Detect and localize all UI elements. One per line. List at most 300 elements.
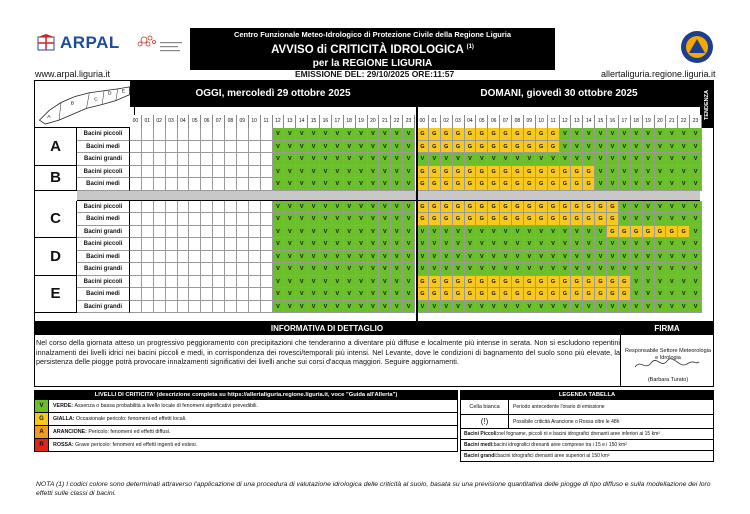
forecast-cell: G [476,141,488,154]
forecast-cell: V [403,251,415,264]
forecast-cell [178,166,190,179]
forecast-cell: V [607,178,619,191]
forecast-cell [225,213,237,226]
forecast-cell: V [356,201,368,214]
forecast-cell [130,263,142,276]
basin-label: Bacini medi [77,141,130,154]
forecast-cell [201,141,213,154]
forecast-cell: V [344,166,356,179]
forecast-cell: V [308,301,320,314]
liguria-zone-map [35,81,135,128]
forecast-cell: V [666,141,678,154]
forecast-cell: V [296,301,308,314]
forecast-cell: V [332,276,344,289]
forecast-cell: G [453,276,465,289]
forecast-cell: V [429,238,441,251]
forecast-cell: V [465,263,477,276]
forecast-cell: G [476,201,488,214]
forecast-cell [237,213,249,226]
forecast-cell: V [391,153,403,166]
forecast-cell: V [666,251,678,264]
forecast-cell: V [403,166,415,179]
forecast-cell: G [500,141,512,154]
hour-cell: 19 [643,115,655,128]
bulletin-title-box [190,28,555,70]
forecast-cell: V [429,251,441,264]
forecast-cell: V [678,238,690,251]
hour-cell: 22 [391,115,403,128]
forecast-cell: V [631,141,643,154]
forecast-cell: V [666,166,678,179]
forecast-cell: V [643,238,655,251]
forecast-cell: V [619,178,631,191]
hour-cell: 11 [548,115,560,128]
table-legend-row [460,400,714,415]
forecast-cell [178,226,190,239]
forecast-cell: V [619,141,631,154]
forecast-cell: V [571,238,583,251]
forecast-cell: V [631,178,643,191]
forecast-cell: V [403,301,415,314]
forecast-cell: V [308,213,320,226]
forecast-cell: V [453,263,465,276]
forecast-cell: G [583,166,595,179]
hour-cell: 10 [536,115,548,128]
forecast-cell: V [379,288,391,301]
forecast-cell: G [512,166,524,179]
forecast-cell: V [320,226,332,239]
forecast-cell: V [583,251,595,264]
forecast-cell [261,178,273,191]
forecast-cell: G [441,213,453,226]
forecast-cell: V [284,263,296,276]
forecast-cell: V [284,178,296,191]
forecast-cell: V [441,153,453,166]
forecast-cell: V [368,178,380,191]
forecast-cell: V [595,166,607,179]
forecast-cell: V [678,128,690,141]
forecast-cell [249,201,261,214]
forecast-cell: V [453,251,465,264]
forecast-cell [237,128,249,141]
forecast-cell: G [595,276,607,289]
forecast-cell: V [391,213,403,226]
forecast-cell: V [379,201,391,214]
forecast-cell: V [344,288,356,301]
forecast-cell [201,166,213,179]
detail-title: INFORMATIVA DI DETTAGLIO [270,324,384,333]
hour-cell: 04 [178,115,190,128]
forecast-cell: G [465,128,477,141]
forecast-cell: V [619,128,631,141]
forecast-cell: V [320,128,332,141]
forecast-cell: V [453,238,465,251]
level-swatch: R [35,439,49,451]
forecast-cell: V [284,288,296,301]
forecast-cell [154,141,166,154]
forecast-cell: G [429,128,441,141]
forecast-cell [249,263,261,276]
hour-cell: 18 [344,115,356,128]
forecast-cell: V [332,213,344,226]
hour-cell: 12 [560,115,572,128]
forecast-cell: G [583,276,595,289]
forecast-cell [142,128,154,141]
forecast-cell: V [465,226,477,239]
forecast-cell: V [571,141,583,154]
forecast-cell: V [655,128,667,141]
forecast-cell: V [595,301,607,314]
hour-cell: 13 [571,115,583,128]
centre-name: Centro Funzionale Meteo-Idrologico di Protezione Civile della Regione Liguria [233,30,512,39]
forecast-cell: G [453,128,465,141]
forecast-cell: V [284,153,296,166]
forecast-cell: G [500,201,512,214]
forecast-cell [213,301,225,314]
forecast-cell: G [417,288,429,301]
forecast-cell: V [320,276,332,289]
table-legend-key: Cella bianca [461,400,509,414]
forecast-cell [249,276,261,289]
forecast-cell: V [631,201,643,214]
forecast-cell: V [273,263,285,276]
forecast-cell: G [560,288,572,301]
forecast-cell: V [619,301,631,314]
hour-cell: 23 [403,115,415,128]
forecast-cell: V [320,301,332,314]
forecast-cell: G [548,128,560,141]
forecast-cell [225,166,237,179]
forecast-cell: V [391,141,403,154]
forecast-cell: V [476,238,488,251]
forecast-cell: G [583,213,595,226]
forecast-cell [166,141,178,154]
forecast-cell: V [344,276,356,289]
forecast-cell: G [619,276,631,289]
forecast-cell: V [583,226,595,239]
forecast-cell: V [344,178,356,191]
forecast-cell: V [332,251,344,264]
forecast-cell: V [356,276,368,289]
allerta-url-link[interactable]: allertaliguria.regione.liguria.it [601,69,716,79]
forecast-cell: V [595,153,607,166]
forecast-cell: V [655,238,667,251]
forecast-cell: V [273,251,285,264]
hour-cell: 17 [332,115,344,128]
protezione-civile-logo [680,30,714,64]
hour-cell: 16 [607,115,619,128]
forecast-cell: V [643,213,655,226]
forecast-cell: V [476,251,488,264]
forecast-cell: G [524,178,536,191]
forecast-cell: V [655,166,667,179]
forecast-cell: V [536,238,548,251]
forecast-cell: V [607,153,619,166]
forecast-cell [130,201,142,214]
forecast-cell: V [560,251,572,264]
forecast-cell: V [453,153,465,166]
forecast-cell: V [560,141,572,154]
forecast-cell: V [320,251,332,264]
forecast-cell: G [512,213,524,226]
forecast-cell: G [678,226,690,239]
hour-cell: 15 [595,115,607,128]
forecast-cell: V [344,251,356,264]
forecast-cell: V [391,226,403,239]
forecast-cell: V [284,251,296,264]
forecast-cell: V [655,263,667,276]
forecast-cell: V [476,153,488,166]
forecast-cell [201,276,213,289]
forecast-cell: V [296,226,308,239]
forecast-cell: V [344,213,356,226]
hour-cell: 09 [524,115,536,128]
forecast-cell [213,201,225,214]
forecast-cell [154,201,166,214]
level-text: ARANCIONE: Pericolo: fenomeni ed effetti diffusi. [53,429,171,435]
forecast-cell [213,141,225,154]
level-text: VERDE: Assenza o bassa probabilità a livello locale di fenomeni significativi prevedibili. [53,403,258,409]
forecast-cell: V [379,153,391,166]
forecast-cell: V [344,263,356,276]
forecast-cell [225,238,237,251]
forecast-cell: V [368,153,380,166]
forecast-cell: G [488,178,500,191]
forecast-cell: V [403,201,415,214]
forecast-cell: V [512,263,524,276]
forecast-cell: G [512,276,524,289]
forecast-cell [213,128,225,141]
forecast-cell: V [655,141,667,154]
forecast-cell: V [666,276,678,289]
forecast-cell [237,263,249,276]
forecast-cell: V [441,251,453,264]
forecast-cell [249,238,261,251]
forecast-cell: V [536,263,548,276]
forecast-cell: V [284,226,296,239]
footnote: NOTA (1) I codici colore sono determinati attraverso l'applicazione di una procedura di valutazione idrologica delle criticità al suolo, basata su una previsione quantitativa delle piogge di tipo diffuso e sulla modellazione dei loro effetti sulle classi di bacini. [36,481,711,497]
arpal-url-link[interactable]: www.arpal.liguria.it [35,69,111,79]
forecast-cell: G [571,276,583,289]
forecast-cell [142,288,154,301]
forecast-cell: V [441,238,453,251]
forecast-cell: V [332,301,344,314]
forecast-cell: V [368,213,380,226]
forecast-cell: V [690,166,702,179]
forecast-cell: V [595,178,607,191]
forecast-cell: V [320,213,332,226]
forecast-cell: V [607,301,619,314]
forecast-cell: G [548,201,560,214]
basin-label: Bacini medi [77,251,130,264]
forecast-cell: V [403,128,415,141]
forecast-cell: G [512,128,524,141]
forecast-cell: G [619,288,631,301]
forecast-cell: G [583,288,595,301]
basin-legend-row [460,451,714,462]
forecast-cell: V [607,128,619,141]
firma-title: FIRMA [654,324,680,333]
forecast-cell [142,251,154,264]
forecast-cell: V [308,251,320,264]
forecast-cell [237,301,249,314]
forecast-cell: V [631,153,643,166]
forecast-cell: V [308,201,320,214]
forecast-cell: V [403,141,415,154]
forecast-cell: G [417,201,429,214]
forecast-cell: V [273,201,285,214]
forecast-cell: V [296,288,308,301]
forecast-cell [261,263,273,276]
forecast-cell: V [356,238,368,251]
forecast-cell: V [417,251,429,264]
forecast-cell: V [368,276,380,289]
forecast-cell: V [666,238,678,251]
forecast-cell [178,238,190,251]
forecast-cell: V [273,153,285,166]
forecast-cell [130,141,142,154]
hour-cell: 04 [465,115,477,128]
forecast-cell [189,178,201,191]
forecast-cell: G [488,213,500,226]
forecast-cell: V [308,128,320,141]
forecast-cell [130,276,142,289]
basin-label: Bacini grandi [77,263,130,276]
forecast-cell [154,178,166,191]
forecast-cell [237,238,249,251]
forecast-cell [130,251,142,264]
forecast-cell [213,178,225,191]
forecast-cell [189,201,201,214]
forecast-cell: G [453,213,465,226]
forecast-cell: V [643,201,655,214]
forecast-cell [130,288,142,301]
forecast-cell: G [548,276,560,289]
forecast-cell: V [296,238,308,251]
forecast-cell: G [536,276,548,289]
forecast-cell: V [391,263,403,276]
hour-cell: 00 [130,115,142,128]
forecast-cell: G [536,201,548,214]
forecast-cell: G [536,166,548,179]
forecast-cell: V [356,288,368,301]
forecast-cell: G [607,288,619,301]
forecast-cell: G [441,141,453,154]
forecast-cell [130,226,142,239]
forecast-cell: V [666,128,678,141]
forecast-cell: G [631,226,643,239]
forecast-cell: V [391,288,403,301]
hour-cell: 20 [655,115,667,128]
forecast-cell: G [607,201,619,214]
forecast-cell: G [524,276,536,289]
forecast-cell: V [441,226,453,239]
forecast-cell [237,153,249,166]
hour-cell: 12 [273,115,285,128]
forecast-cell: V [488,263,500,276]
forecast-cell [225,263,237,276]
forecast-cell: V [320,263,332,276]
trend-header: TENDENZA [700,81,713,128]
forecast-cell: G [429,166,441,179]
forecast-cell: V [595,141,607,154]
basin-label: Bacini medi [77,213,130,226]
forecast-cell: V [368,251,380,264]
forecast-cell: V [500,238,512,251]
forecast-cell: G [441,128,453,141]
forecast-cell: V [476,226,488,239]
forecast-cell: G [524,213,536,226]
forecast-cell: G [548,141,560,154]
forecast-cell: V [571,153,583,166]
basin-label: Bacini grandi [77,153,130,166]
forecast-cell [261,238,273,251]
forecast-cell [249,153,261,166]
hour-cell: 01 [429,115,441,128]
forecast-cell: V [320,166,332,179]
arpal-logo [36,32,120,54]
forecast-cell [178,301,190,314]
forecast-cell [166,201,178,214]
arpal-logo-text: ARPAL [60,33,120,52]
forecast-cell: V [296,128,308,141]
forecast-cell: V [571,251,583,264]
forecast-cell [166,301,178,314]
forecast-cell: V [500,153,512,166]
forecast-cell [201,251,213,264]
forecast-cell: V [643,128,655,141]
forecast-cell: V [429,153,441,166]
forecast-cell: V [284,166,296,179]
forecast-cell: V [368,301,380,314]
forecast-cell [261,251,273,264]
forecast-cell [249,213,261,226]
forecast-cell [213,213,225,226]
forecast-cell: G [524,166,536,179]
forecast-cell: V [583,141,595,154]
forecast-cell [142,301,154,314]
forecast-cell [225,153,237,166]
forecast-cell: V [690,238,702,251]
forecast-cell: V [308,178,320,191]
signature-box [620,335,714,387]
forecast-cell [201,226,213,239]
forecast-cell: V [403,213,415,226]
forecast-cell: V [512,238,524,251]
forecast-cell: G [441,178,453,191]
forecast-cell [249,128,261,141]
forecast-cell: V [655,201,667,214]
forecast-cell: V [368,201,380,214]
forecast-cell [154,301,166,314]
hour-cell: 23 [690,115,702,128]
forecast-cell: G [500,178,512,191]
forecast-cell [201,153,213,166]
forecast-cell [237,276,249,289]
forecast-cell: V [441,263,453,276]
forecast-cell: G [655,226,667,239]
hour-cell: 17 [619,115,631,128]
forecast-cell [142,226,154,239]
hour-cell: 14 [583,115,595,128]
table-legend-key: (!) [461,415,509,428]
forecast-cell: V [643,276,655,289]
forecast-cell: V [320,238,332,251]
hour-cell: 01 [142,115,154,128]
forecast-cell: G [488,288,500,301]
forecast-cell: G [643,226,655,239]
forecast-cell [166,153,178,166]
